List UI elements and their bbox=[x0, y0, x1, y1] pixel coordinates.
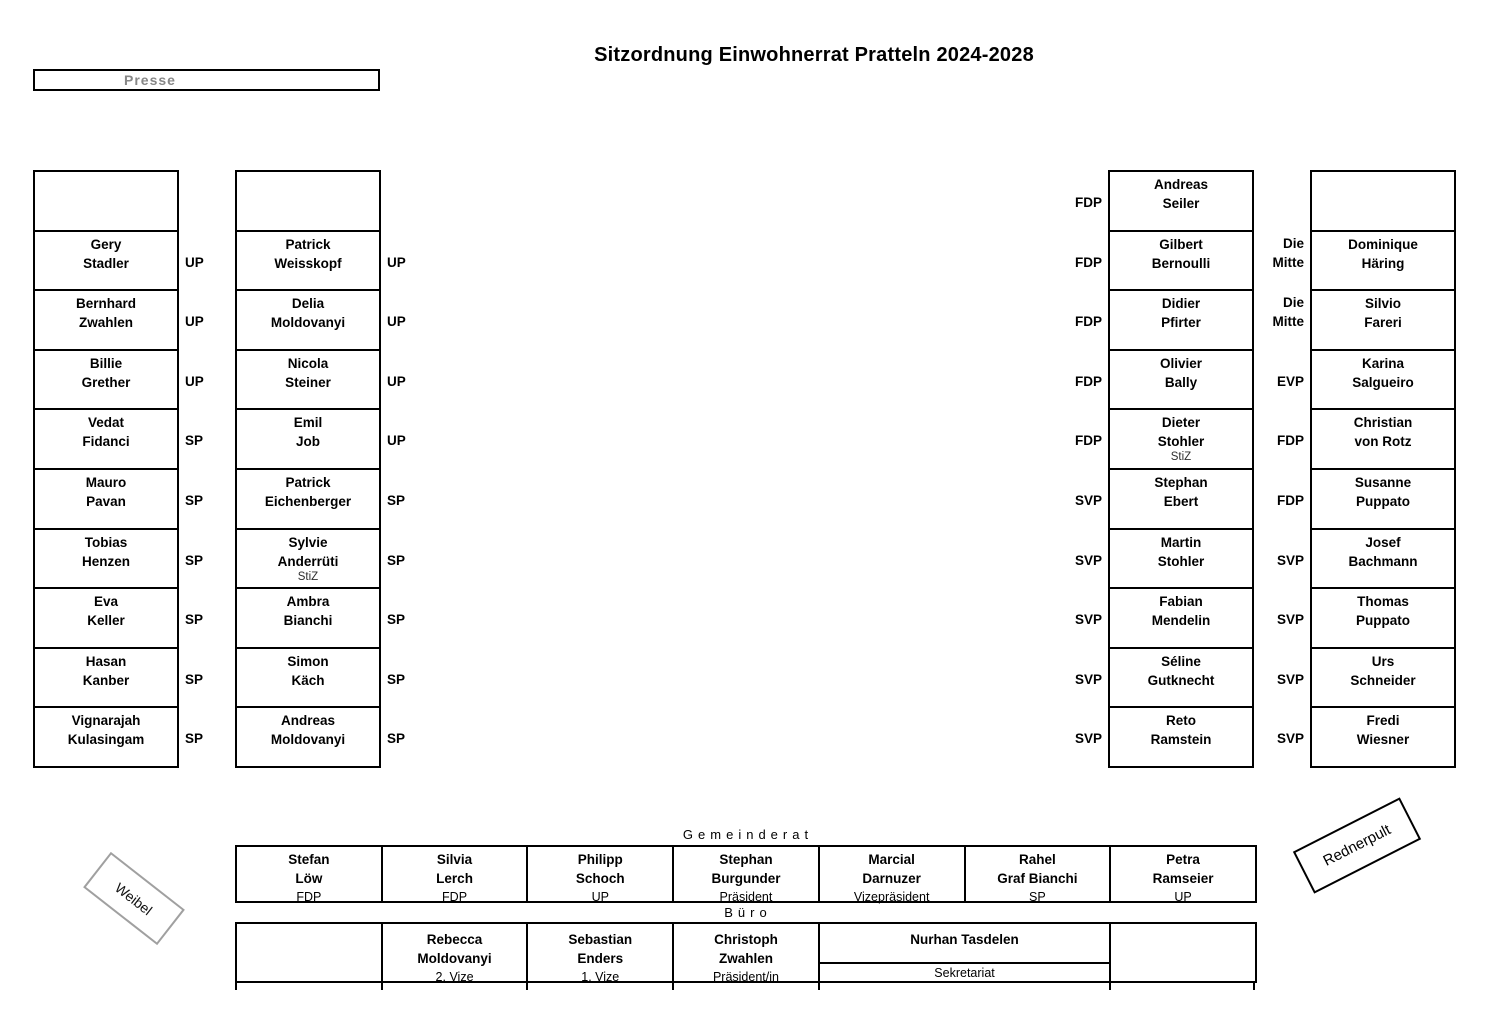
seat-box bbox=[1108, 587, 1254, 649]
seat-box bbox=[33, 528, 179, 590]
seat-box bbox=[1310, 587, 1456, 649]
seat-row bbox=[33, 647, 204, 707]
gemeinderat-seat bbox=[526, 845, 674, 903]
seat-row bbox=[33, 170, 179, 230]
gemeinderat-seat bbox=[235, 845, 383, 903]
party-label: SP bbox=[387, 612, 406, 628]
seat-sub-label: 1. Vize bbox=[581, 970, 620, 984]
seat-row bbox=[1074, 528, 1254, 588]
seat-last-name: Puppato bbox=[1356, 613, 1410, 629]
seat-last-name: Salgueiro bbox=[1352, 374, 1414, 390]
table-border-stub bbox=[818, 981, 820, 990]
seat-first-name: Karina bbox=[1361, 355, 1405, 371]
seat-first-name: Stefan bbox=[288, 852, 330, 867]
party-label: UP bbox=[387, 373, 406, 389]
seat-first-name: Tobias bbox=[84, 534, 128, 550]
rednerpult-box bbox=[1293, 797, 1421, 893]
seat-last-name: Zwahlen bbox=[78, 315, 133, 331]
seat-box bbox=[1310, 230, 1456, 292]
party-label: SVP bbox=[1276, 671, 1304, 687]
seat-first-name: Billie bbox=[89, 355, 123, 371]
seat-box bbox=[1310, 706, 1456, 768]
party-label: Die Mitte bbox=[1272, 235, 1304, 270]
party-label: SVP bbox=[1276, 731, 1304, 747]
party-label: SVP bbox=[1074, 552, 1102, 568]
seat-first-name: Silvia bbox=[436, 852, 473, 867]
seat-first-name: Bernhard bbox=[75, 296, 136, 312]
seat-row bbox=[1277, 468, 1456, 528]
seat-row bbox=[1276, 647, 1456, 707]
seat-first-name: Hasan bbox=[85, 653, 127, 669]
seat-last-name: Zwahlen bbox=[718, 950, 773, 966]
seat-last-name: Fareri bbox=[1364, 315, 1402, 331]
seat-first-name: Simon bbox=[287, 653, 329, 669]
seat-first-name: Josef bbox=[1365, 534, 1401, 550]
seat-box bbox=[33, 587, 179, 649]
seat-row bbox=[235, 349, 406, 409]
seat-box-empty bbox=[1310, 170, 1456, 232]
gemeinderat-heading: Gemeinderat bbox=[682, 827, 814, 842]
party-label: SVP bbox=[1074, 671, 1102, 687]
seat-last-name: Puppato bbox=[1356, 493, 1410, 509]
seat-first-name: Philipp bbox=[577, 852, 623, 867]
presse-box bbox=[33, 69, 380, 91]
seat-row bbox=[235, 468, 406, 528]
seat-first-name: Stephan bbox=[1154, 474, 1208, 490]
seat-row bbox=[1310, 170, 1456, 230]
gemeinderat-seat bbox=[964, 845, 1112, 903]
seat-row bbox=[33, 528, 204, 588]
seat-sub-label: UP bbox=[591, 890, 609, 904]
secretariat-cell bbox=[818, 922, 1111, 983]
seat-box bbox=[33, 289, 179, 351]
weibel-label: Weibel bbox=[112, 879, 156, 918]
buero-seat bbox=[672, 922, 820, 983]
seat-row bbox=[1276, 587, 1456, 647]
seat-box bbox=[33, 230, 179, 292]
gemeinderat-seat bbox=[818, 845, 966, 903]
party-label: FDP bbox=[1075, 433, 1102, 449]
seat-first-name: Gilbert bbox=[1159, 236, 1203, 252]
party-label: FDP bbox=[1075, 314, 1102, 330]
seat-last-name: Gutknecht bbox=[1147, 672, 1215, 688]
table-border-stub bbox=[672, 981, 674, 990]
party-label: SP bbox=[185, 612, 204, 628]
seat-box bbox=[1310, 349, 1456, 411]
seat-box bbox=[1108, 349, 1254, 411]
seat-first-name: Nicola bbox=[287, 355, 329, 371]
seat-first-name: Delia bbox=[291, 296, 325, 312]
seat-first-name: Christian bbox=[1353, 415, 1413, 431]
seat-first-name: Silvio bbox=[1364, 296, 1401, 312]
party-label: SP bbox=[387, 671, 406, 687]
seat-row bbox=[33, 349, 204, 409]
seat-row bbox=[33, 230, 204, 290]
seat-first-name: Marcial bbox=[868, 852, 915, 867]
party-label: SP bbox=[387, 552, 406, 568]
seat-box bbox=[235, 349, 381, 411]
gemeinderat-row bbox=[235, 845, 1257, 903]
seat-row bbox=[1075, 349, 1254, 409]
party-label: SP bbox=[185, 731, 204, 747]
seat-row bbox=[1272, 289, 1456, 349]
seat-row bbox=[1277, 408, 1456, 468]
seat-first-name: Patrick bbox=[285, 474, 331, 490]
seat-first-name: Emil bbox=[293, 415, 323, 431]
seat-sub-label: SP bbox=[1029, 890, 1046, 904]
party-label: SP bbox=[185, 433, 204, 449]
seat-last-name: Schneider bbox=[1350, 672, 1416, 688]
seat-first-name: Dominique bbox=[1348, 236, 1418, 252]
seat-first-name: Sylvie bbox=[288, 534, 328, 550]
gemeinderat-seat bbox=[381, 845, 529, 903]
seat-box bbox=[1108, 289, 1254, 351]
page-title: Sitzordnung Einwohnerrat Pratteln 2024-2028 bbox=[594, 44, 1034, 66]
seat-first-name: Martin bbox=[1160, 534, 1202, 550]
buero-seat-empty bbox=[1109, 922, 1257, 983]
party-label: UP bbox=[185, 373, 204, 389]
seat-last-name: Bachmann bbox=[1348, 553, 1418, 569]
seat-row bbox=[235, 170, 381, 230]
seat-box bbox=[1310, 647, 1456, 709]
seat-box bbox=[235, 289, 381, 351]
seat-row bbox=[235, 408, 406, 468]
seat-row bbox=[33, 289, 204, 349]
seat-box bbox=[33, 647, 179, 709]
seat-last-name: Bernoulli bbox=[1151, 255, 1211, 271]
gemeinderat-seat bbox=[1109, 845, 1257, 903]
seat-first-name: Dieter bbox=[1161, 415, 1201, 431]
seat-row bbox=[1074, 647, 1254, 707]
seat-row bbox=[33, 587, 204, 647]
seat-box-empty bbox=[33, 170, 179, 232]
seat-row bbox=[1276, 528, 1456, 588]
seat-last-name: Wiesner bbox=[1356, 732, 1410, 748]
party-label: UP bbox=[387, 433, 406, 449]
seat-last-name: von Rotz bbox=[1354, 434, 1412, 450]
seat-row bbox=[1272, 230, 1456, 290]
seat-last-name: Pavan bbox=[86, 493, 126, 509]
weibel-box bbox=[83, 852, 185, 945]
rednerpult-label: Rednerpult bbox=[1320, 821, 1394, 870]
seat-column-right-inner bbox=[1074, 170, 1254, 766]
seat-first-name: Fredi bbox=[1366, 713, 1400, 729]
seat-sub-label: Präsident/in bbox=[712, 970, 779, 984]
seat-box bbox=[1108, 170, 1254, 232]
seat-box bbox=[235, 528, 381, 590]
party-label: FDP bbox=[1075, 373, 1102, 389]
seat-last-name: Fidanci bbox=[82, 434, 130, 450]
seat-last-name: Burgunder bbox=[711, 870, 781, 886]
seat-last-name: Häring bbox=[1361, 255, 1405, 271]
table-border-stub bbox=[1253, 981, 1255, 990]
seat-row bbox=[1075, 289, 1254, 349]
seat-last-name: Kulasingam bbox=[67, 732, 145, 748]
seat-row bbox=[1074, 587, 1254, 647]
seat-last-name: Job bbox=[295, 434, 320, 450]
seat-box bbox=[235, 468, 381, 530]
seat-first-name: Didier bbox=[1161, 296, 1201, 312]
secretariat-label: Sekretariat bbox=[934, 966, 995, 980]
seat-first-name: Vignarajah bbox=[71, 713, 141, 729]
seat-row bbox=[1075, 408, 1254, 468]
seat-first-name: Eva bbox=[93, 594, 119, 610]
seat-row bbox=[1075, 170, 1254, 230]
party-label: SVP bbox=[1276, 612, 1304, 628]
seat-sub-label: 2. Vize bbox=[435, 970, 474, 984]
seat-first-name: Patrick bbox=[285, 236, 331, 252]
seat-row bbox=[1276, 349, 1456, 409]
secretariat-name: Nurhan Tasdelen bbox=[910, 932, 1019, 947]
seat-box bbox=[33, 408, 179, 470]
seat-box bbox=[1108, 528, 1254, 590]
seat-last-name: Bally bbox=[1164, 374, 1198, 390]
seat-last-name: Schoch bbox=[575, 870, 625, 886]
party-label: FDP bbox=[1075, 254, 1102, 270]
party-label: SP bbox=[387, 731, 406, 747]
seat-last-name: Lerch bbox=[436, 870, 473, 886]
seat-row bbox=[1075, 230, 1254, 290]
seat-last-name: Stadler bbox=[83, 255, 129, 271]
seat-sub-label: FDP bbox=[442, 890, 468, 904]
seat-box bbox=[235, 647, 381, 709]
party-label: FDP bbox=[1075, 195, 1102, 210]
seat-last-name: Kanber bbox=[82, 672, 130, 688]
seat-first-name: Gery bbox=[90, 236, 122, 252]
seat-first-name: Urs bbox=[1371, 653, 1395, 669]
seat-first-name: Andreas bbox=[280, 713, 336, 729]
seat-row bbox=[235, 230, 406, 290]
seat-last-name: Henzen bbox=[81, 553, 130, 569]
seat-sub-label: FDP bbox=[296, 890, 322, 904]
seat-box-empty bbox=[235, 170, 381, 232]
seat-first-name: Olivier bbox=[1159, 355, 1203, 371]
seat-first-name: Séline bbox=[1161, 653, 1201, 669]
seat-first-name: Ambra bbox=[286, 594, 330, 610]
seat-last-name: Grether bbox=[81, 374, 131, 390]
seat-row bbox=[235, 289, 406, 349]
seat-row bbox=[1276, 706, 1456, 766]
seat-last-name: Löw bbox=[295, 870, 323, 886]
seat-column-right-outer bbox=[1272, 170, 1456, 766]
buero-row bbox=[235, 922, 1257, 983]
party-label: UP bbox=[387, 314, 406, 330]
seat-last-name: Bianchi bbox=[283, 613, 333, 629]
seat-last-name: Moldovanyi bbox=[270, 315, 346, 331]
secretariat-divider bbox=[818, 962, 1111, 964]
seat-column-left-inner bbox=[235, 170, 406, 766]
seat-first-name: Mauro bbox=[85, 474, 127, 490]
seat-last-name: Moldovanyi bbox=[417, 950, 492, 966]
party-label: SVP bbox=[1074, 492, 1102, 508]
seat-row bbox=[33, 706, 204, 766]
seat-row bbox=[1074, 468, 1254, 528]
seat-box bbox=[33, 468, 179, 530]
seat-first-name: Christoph bbox=[714, 932, 778, 947]
seat-last-name: Pfirter bbox=[1161, 315, 1201, 331]
party-label: SP bbox=[185, 671, 204, 687]
party-label: SP bbox=[185, 492, 204, 508]
table-border-stub bbox=[235, 981, 237, 990]
seat-first-name: Petra bbox=[1166, 852, 1200, 867]
seat-box bbox=[1310, 528, 1456, 590]
buero-seat bbox=[526, 922, 674, 983]
seat-sub-label: StiZ bbox=[1170, 451, 1192, 464]
seat-box bbox=[1310, 289, 1456, 351]
seat-box bbox=[1310, 468, 1456, 530]
seat-last-name: Steiner bbox=[285, 374, 331, 390]
seat-last-name: Ramstein bbox=[1150, 732, 1212, 748]
seat-last-name: Graf Bianchi bbox=[997, 870, 1078, 886]
seat-row bbox=[235, 706, 406, 766]
party-label: FDP bbox=[1277, 433, 1304, 449]
seat-last-name: Weisskopf bbox=[274, 255, 342, 271]
party-label: SP bbox=[387, 492, 406, 508]
party-label: UP bbox=[387, 254, 406, 270]
seat-first-name: Thomas bbox=[1357, 594, 1409, 610]
seat-box bbox=[1310, 408, 1456, 470]
seat-row bbox=[235, 647, 406, 707]
party-label: SVP bbox=[1074, 731, 1102, 747]
seat-box bbox=[235, 408, 381, 470]
seat-first-name: Vedat bbox=[87, 415, 125, 431]
party-label: SP bbox=[185, 552, 204, 568]
seat-box bbox=[1108, 468, 1254, 530]
seat-first-name: Andreas bbox=[1153, 177, 1209, 192]
presse-label: Presse bbox=[124, 72, 176, 88]
buero-seat-empty bbox=[235, 922, 383, 983]
seat-sub-label: UP bbox=[1174, 890, 1192, 904]
seat-box bbox=[235, 706, 381, 768]
seat-last-name: Ebert bbox=[1163, 493, 1199, 509]
seat-last-name: Darnuzer bbox=[862, 870, 921, 886]
seat-last-name: Moldovanyi bbox=[270, 732, 346, 748]
seat-first-name: Fabian bbox=[1159, 594, 1203, 610]
table-border-stub bbox=[526, 981, 528, 990]
party-label: EVP bbox=[1276, 373, 1304, 389]
seat-first-name: Rahel bbox=[1018, 852, 1056, 867]
seat-last-name: Seiler bbox=[1162, 196, 1200, 211]
table-border-stub bbox=[381, 981, 383, 990]
seat-box bbox=[33, 349, 179, 411]
seat-first-name: Sebastian bbox=[568, 932, 633, 947]
seat-sub-label: Vizepräsident bbox=[853, 890, 930, 904]
party-label: Die Mitte bbox=[1272, 295, 1304, 330]
seat-sub-label: StiZ bbox=[297, 570, 319, 583]
seat-box bbox=[1108, 706, 1254, 768]
seat-last-name: Käch bbox=[291, 672, 325, 688]
party-label: UP bbox=[185, 254, 204, 270]
seat-first-name: Reto bbox=[1166, 713, 1196, 729]
party-label: SVP bbox=[1276, 552, 1304, 568]
seat-last-name: Keller bbox=[87, 613, 125, 629]
table-border-stub bbox=[1109, 981, 1111, 990]
seat-row bbox=[33, 408, 204, 468]
seat-row bbox=[235, 528, 406, 588]
seat-box bbox=[33, 706, 179, 768]
seat-first-name: Rebecca bbox=[426, 932, 483, 947]
seat-box bbox=[1108, 408, 1254, 470]
seat-last-name: Enders bbox=[577, 950, 624, 966]
seat-last-name: Mendelin bbox=[1151, 613, 1211, 629]
seat-row bbox=[33, 468, 204, 528]
buero-seat bbox=[381, 922, 529, 983]
seat-box bbox=[235, 230, 381, 292]
seat-first-name: Susanne bbox=[1354, 474, 1412, 490]
party-label: SVP bbox=[1074, 612, 1102, 628]
seat-first-name: Stephan bbox=[719, 852, 773, 867]
seat-sub-label: Präsident bbox=[719, 890, 773, 904]
seat-box bbox=[1108, 230, 1254, 292]
seat-last-name: Anderrüti bbox=[277, 553, 339, 569]
buero-heading: Büro bbox=[724, 905, 772, 920]
seat-column-left-outer bbox=[33, 170, 204, 766]
seat-row bbox=[1074, 706, 1254, 766]
seat-last-name: Stohler bbox=[1157, 553, 1205, 569]
seat-box bbox=[1108, 647, 1254, 709]
party-label: UP bbox=[185, 314, 204, 330]
seat-last-name: Stohler bbox=[1157, 434, 1205, 450]
seat-row bbox=[235, 587, 406, 647]
seat-last-name: Ramseier bbox=[1152, 870, 1214, 886]
party-label: FDP bbox=[1277, 492, 1304, 508]
gemeinderat-seat bbox=[672, 845, 820, 903]
seat-box bbox=[235, 587, 381, 649]
seat-last-name: Eichenberger bbox=[264, 493, 352, 509]
